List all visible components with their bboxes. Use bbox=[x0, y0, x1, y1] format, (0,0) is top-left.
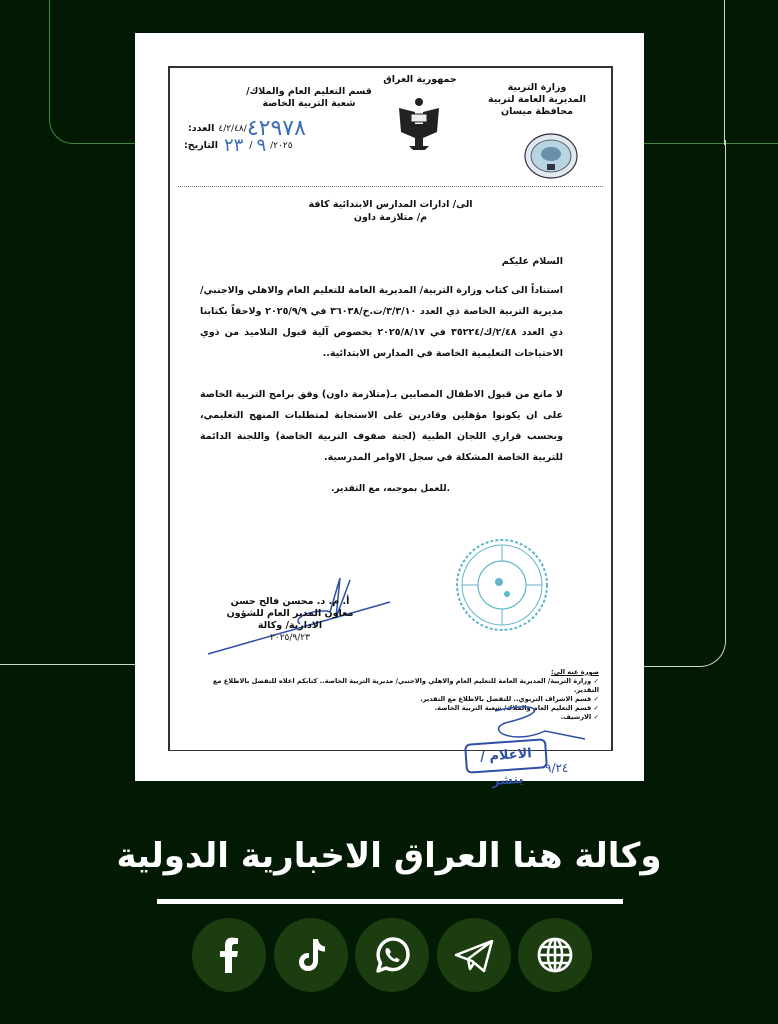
cc-item: ✓ قسم التعليم العام والملاك/ شعبة التربية الخاصة. bbox=[188, 704, 599, 713]
tiktok-icon bbox=[289, 933, 333, 977]
addressee-block bbox=[170, 198, 611, 224]
header-divider bbox=[178, 186, 603, 187]
reference-label: العدد: bbox=[188, 123, 215, 134]
telegram-icon bbox=[452, 933, 496, 977]
department-line: قسم التعليم العام والملاك/ bbox=[246, 86, 372, 97]
reference-number-row bbox=[184, 116, 384, 141]
globe-icon bbox=[533, 933, 577, 977]
publish-note: ٩/٢٤ bbox=[545, 761, 569, 775]
facebook-icon bbox=[207, 933, 251, 977]
social-links bbox=[192, 918, 592, 994]
decorative-line bbox=[724, 0, 725, 145]
cc-item: ✓ قسم الاشراف التربوي.. للتفضل بالاطلاع مع التقدير. bbox=[188, 695, 599, 704]
facebook-button[interactable] bbox=[192, 918, 266, 992]
whatsapp-icon bbox=[370, 933, 414, 977]
tiktok-button[interactable] bbox=[274, 918, 348, 992]
cc-item: ✓ وزارة التربية/ المديرية العامة للتعليم العام والاهلي والاجنبي/ مديرية التربية الخاصة.. كتابكم اعلاه للتفضل بالاطلاع مع التقدير. bbox=[188, 677, 599, 695]
decorative-line bbox=[0, 664, 140, 665]
reference-block bbox=[184, 86, 384, 154]
publish-stamp: الاعلام / ينشر bbox=[464, 738, 548, 774]
signer-name: أ. م. د. محسن فالح حسن bbox=[230, 596, 350, 607]
body-paragraph: لا مانع من قبول الاطفال المصابين بـ(متلازمة داون) وفق برامج التربية الخاصة على ان يكونوا مؤهلين وقادرين على الاستجابة لمتطلبات المنهج التعليمي، وبحسب قراري اللجان الطبية (لجنة صفوف التربية الخاصة) واللجنة الدائمة للتربية الخاصة المشكلة في سجل الاوامر المدرسية. bbox=[200, 389, 563, 463]
ministry-line: المديرية العامة لتربية bbox=[487, 94, 587, 105]
cc-item: ✓ الارشيف. bbox=[188, 713, 599, 722]
greeting: السلام عليكم bbox=[501, 256, 563, 267]
reference-value: /٤/٢/٤٨ bbox=[218, 124, 247, 134]
letter-border bbox=[168, 66, 613, 751]
ministry-header bbox=[477, 82, 597, 118]
addressee-to: الى/ ادارات المدارس الابتدائية كافة bbox=[308, 199, 473, 210]
reference-handwritten: ٤٢٩٧٨ bbox=[246, 116, 306, 141]
country-name: جمهورية العراق bbox=[383, 74, 457, 85]
date-year: ٢٠٢٥/ bbox=[270, 141, 293, 151]
body-paragraph: استناداً الى كتاب وزارة التربية/ المديرية العامة للتعليم العام والاهلي والاجنبي/ مديرية التربية الخاصة ذي العدد ٣/٣/١٠/ت.خ/٣٦٠٣٨ في ٢٠٢٥/٩/٩ ولاحقاً بكتابنا ذي العدد ٢/٤٨/ك/٣٥٢٢٤ في ٢٠٢٥/٨/١٧ بخصوص آلية قبول التلاميذ من ذوي الاحتياجات التعليمية الخاصة في المدارس الابتدائية.. bbox=[200, 285, 563, 359]
date-day-handwritten: ٢٣ bbox=[223, 135, 244, 156]
date-row bbox=[184, 135, 384, 156]
ministry-line: وزارة التربية bbox=[507, 82, 567, 93]
signer-date: ٢٠٢٥/٩/٢٣ bbox=[270, 633, 310, 643]
website-button[interactable] bbox=[518, 918, 592, 992]
telegram-button[interactable] bbox=[437, 918, 511, 992]
cc-title: صورة عنه الى: bbox=[550, 668, 599, 676]
directorate-seal-icon bbox=[523, 132, 579, 180]
agency-brand-title: وكالة هنا العراق الاخبارية الدولية bbox=[116, 836, 662, 876]
closing-line: .للعمل بموجبه، مع التقدير. bbox=[330, 484, 451, 494]
date-month-handwritten: ٩ bbox=[256, 135, 267, 156]
official-letter bbox=[135, 33, 644, 790]
official-round-stamp-icon bbox=[455, 538, 549, 632]
whatsapp-button[interactable] bbox=[355, 918, 429, 992]
addressee-subject: م/ متلازمة داون bbox=[353, 212, 428, 223]
date-separator: / bbox=[249, 140, 253, 151]
department-line: شعبة التربية الخاصة bbox=[262, 98, 356, 109]
date-label: التاريخ: bbox=[184, 140, 218, 151]
brand-underline bbox=[157, 899, 623, 904]
signer-block bbox=[210, 596, 370, 644]
signer-title: معاون المدير العام للشؤون الادارية/ وكالة bbox=[226, 608, 354, 631]
iraq-eagle-emblem-icon bbox=[395, 94, 443, 152]
ministry-line: محافظة ميسان bbox=[501, 106, 573, 117]
